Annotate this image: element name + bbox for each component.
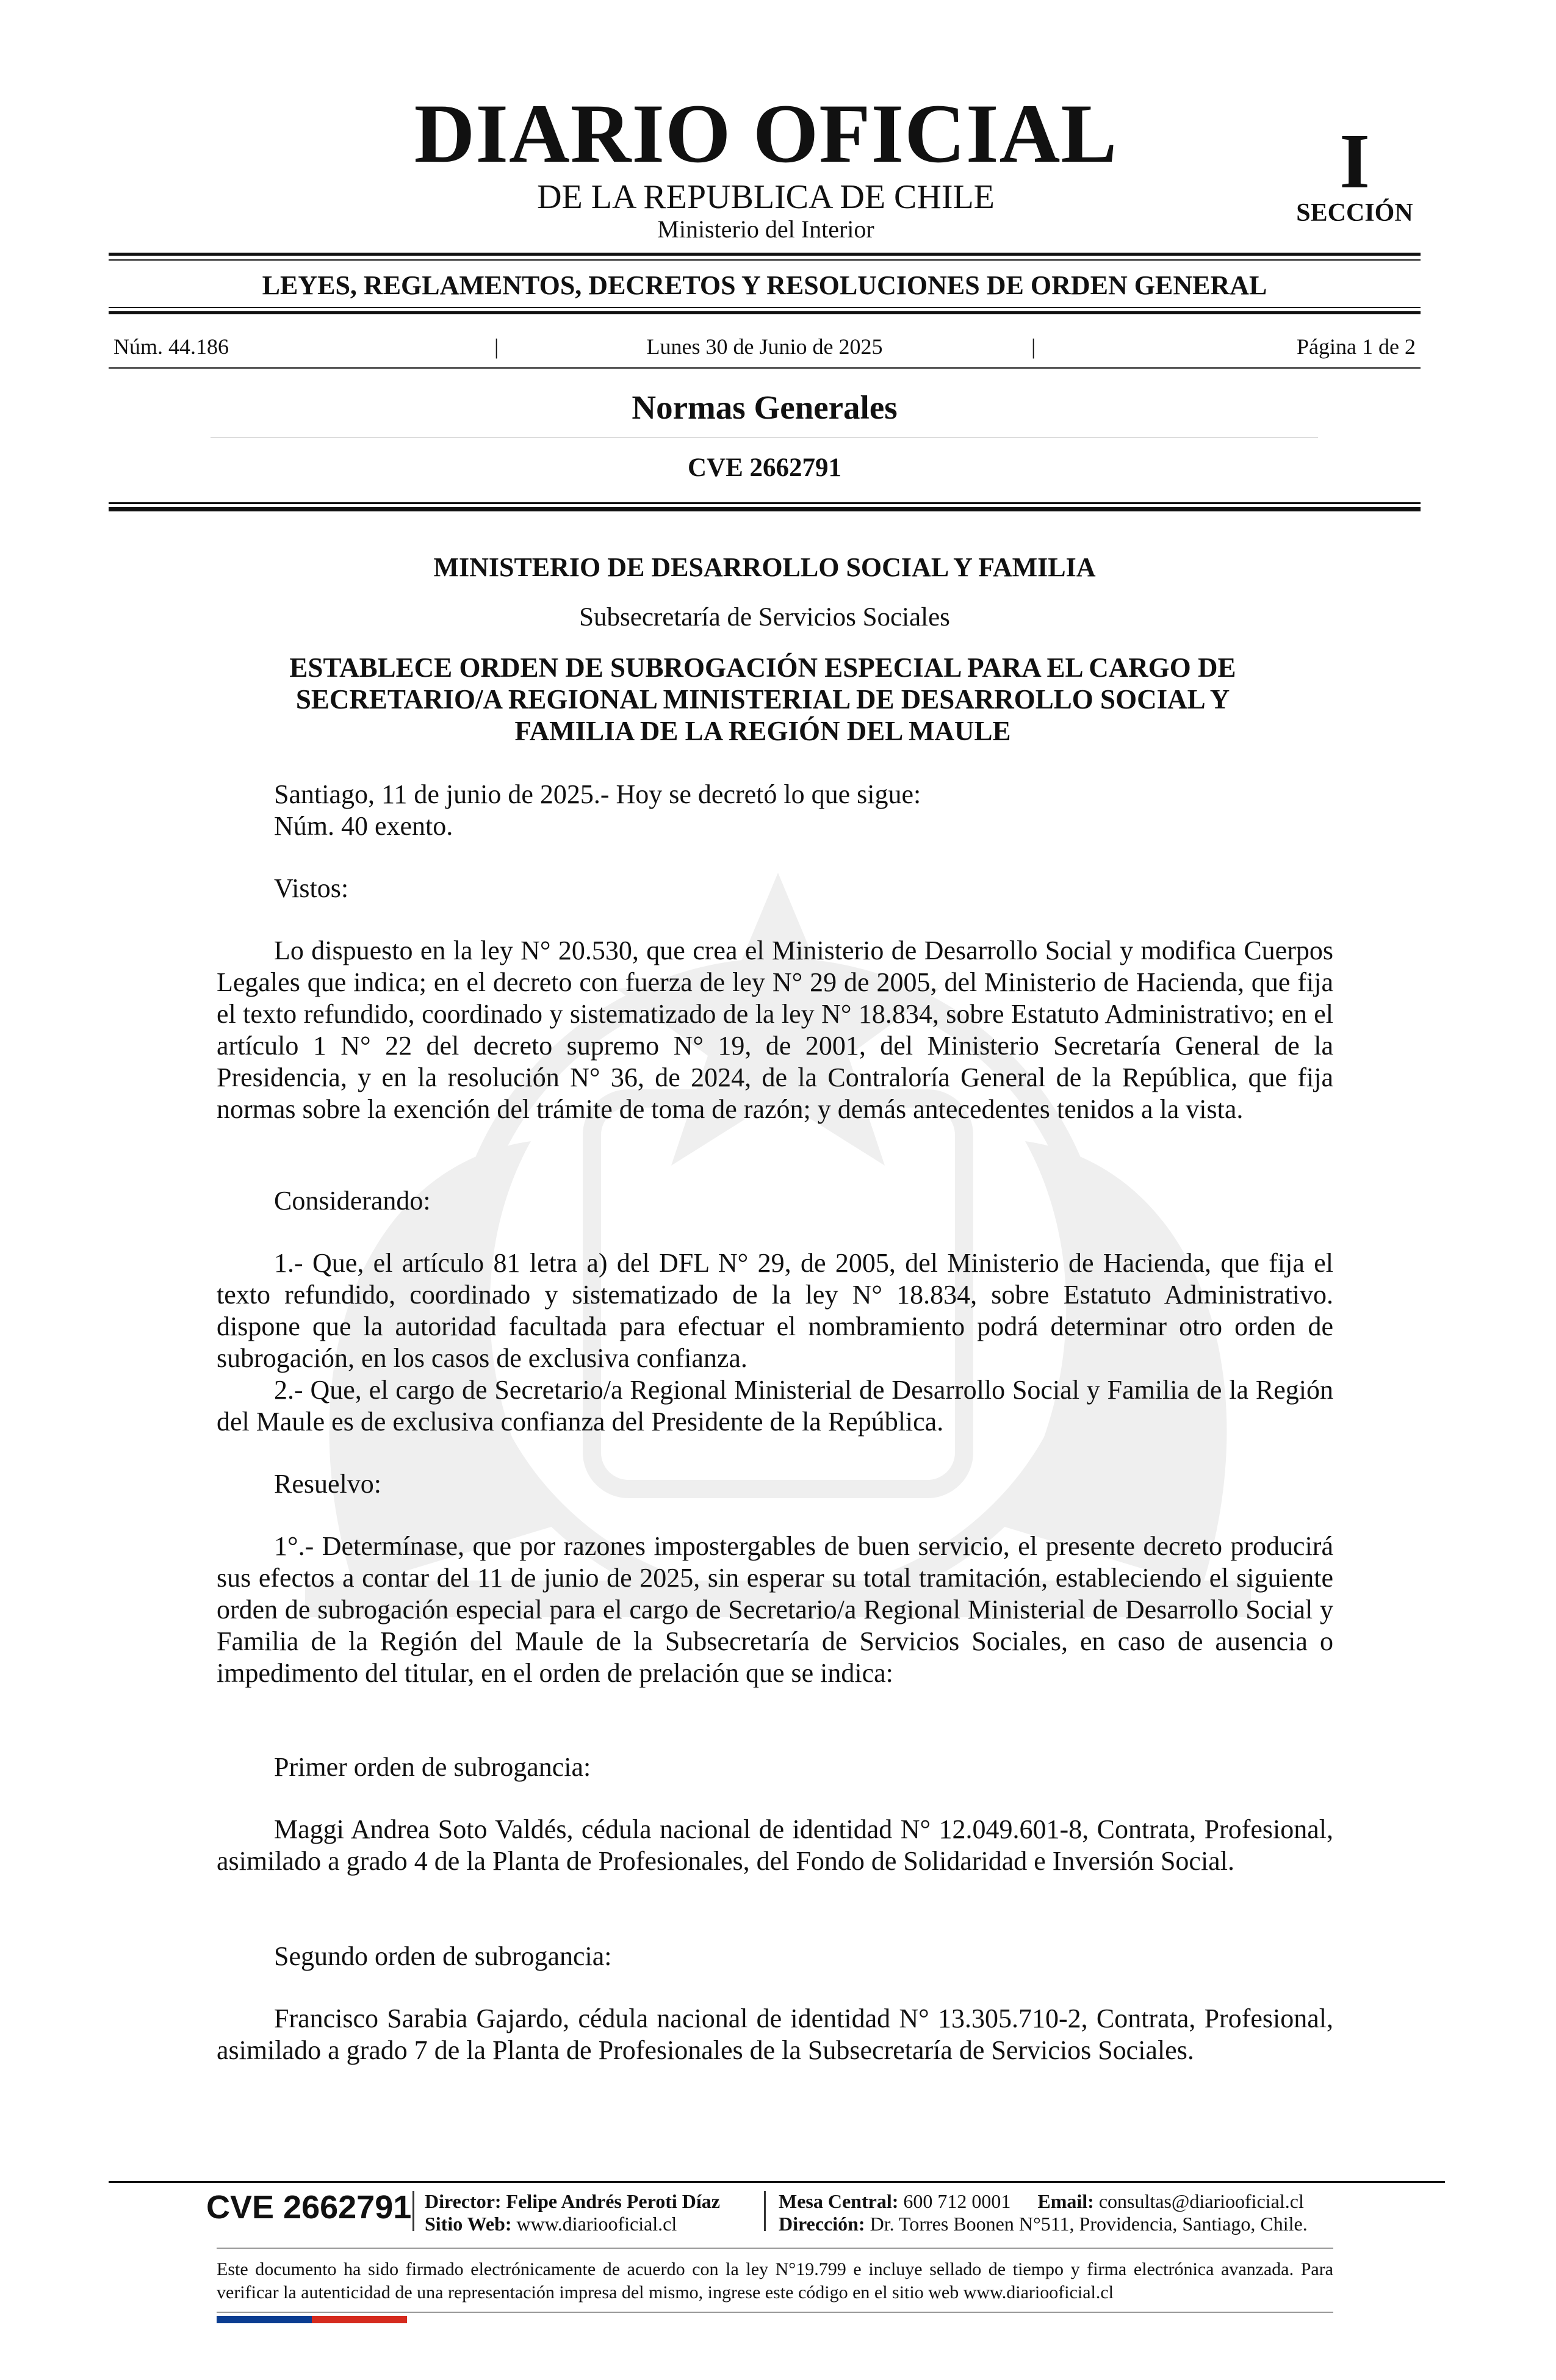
- footer-director: [425, 2190, 720, 2213]
- footer-contact: [779, 2190, 1304, 2213]
- footer-cve-code: CVE 2662791: [206, 2189, 412, 2226]
- category-rule-thick: [109, 311, 1421, 314]
- footer-separator: [412, 2191, 414, 2231]
- footer-address: [779, 2212, 1308, 2235]
- director-label: Director:: [425, 2190, 502, 2212]
- address-text: Dr. Torres Boonen N°511, Providencia, Santiago, Chile.: [870, 2213, 1308, 2235]
- resuelvo-paragraph-1: 1°.- Determínase, que por razones impostergables de buen servicio, el presente decreto producirá sus efectos a contar del 11 de junio de 2025, sin esperar su total tramitación, estableciendo el siguiente orden de subrogación especial para el cargo de Secretario/a Regional Ministerial de Desarrollo Social y Familia de la Región del Maule de la Subsecretaría de Servicios Sociales, en caso de ausencia o impedimento del titular, en el orden de prelación que se indica:: [217, 1531, 1333, 1688]
- meta-rule: [109, 367, 1421, 369]
- flag-color-strip: [217, 2316, 407, 2323]
- category-rule-thin: [109, 307, 1421, 308]
- mesa-label: Mesa Central:: [779, 2190, 899, 2212]
- section-title: Normas Generales: [632, 389, 898, 426]
- considerando-paragraph-2: 2.- Que, el cargo de Secretario/a Regional Ministerial de Desarrollo Social y Familia de la Región del Maule es de exclusiva confianza del Presidente de la República.: [217, 1375, 1333, 1437]
- decree-number: Núm. 40 exento.: [274, 811, 453, 841]
- website-link[interactable]: www.diariooficial.cl: [516, 2213, 677, 2235]
- primer-orden-heading: Primer orden de subrogancia:: [274, 1752, 591, 1782]
- footer-website: [425, 2212, 677, 2235]
- footer-rule: [109, 2181, 1445, 2183]
- flag-blue-bar: [217, 2316, 312, 2323]
- website-label: Sitio Web:: [425, 2213, 512, 2235]
- footer-divider: [217, 2312, 1333, 2313]
- header-rule-thick: [109, 253, 1421, 256]
- header-rule-thin: [109, 259, 1421, 261]
- footer-divider: [217, 2248, 1333, 2249]
- masthead-title: DIARIO OFICIAL: [414, 87, 1118, 180]
- section-number: I: [1339, 118, 1370, 204]
- cve-rule-thick: [109, 507, 1421, 511]
- meta-separator: |: [1031, 334, 1036, 359]
- footer-separator: [764, 2191, 766, 2231]
- segundo-orden-heading: Segundo orden de subrogancia:: [274, 1941, 612, 1971]
- primer-orden-paragraph: Maggi Andrea Soto Valdés, cédula nacional de identidad N° 12.049.601-8, Contrata, Profesional, asimilado a grado 4 de la Planta de Profesionales, del Fondo de Solidaridad e Inversión Social.: [217, 1814, 1333, 1876]
- vistos-paragraph: Lo dispuesto en la ley N° 20.530, que crea el Ministerio de Desarrollo Social y modifica Cuerpos Legales que indica; en el decreto con fuerza de ley N° 29 de 2005, del Ministerio de Hacienda, que fija el texto refundido, coordinado y sistematizado de la ley N° 18.834, sobre Estatuto Administrativo; en el artículo 1 N° 22 del decreto supremo N° 19, de 2001, del Ministerio Secretaría General de la Presidencia, y en la resolución N° 36, de 2024, de la Contraloría General de la República, que fija normas sobre la exención del trámite de toma de razón; y demás antecedentes tenidos a la vista.: [217, 936, 1333, 1124]
- cve-code: CVE 2662791: [687, 453, 842, 482]
- flag-red-bar: [312, 2316, 407, 2323]
- director-name: Felipe Andrés Peroti Díaz: [506, 2190, 720, 2212]
- subsecretaria-heading: Subsecretaría de Servicios Sociales: [579, 603, 950, 632]
- issue-date: Lunes 30 de Junio de 2025: [646, 334, 883, 359]
- issue-number: Núm. 44.186: [113, 334, 229, 359]
- section-label: SECCIÓN: [1296, 199, 1413, 227]
- publication-category: LEYES, REGLAMENTOS, DECRETOS Y RESOLUCIONES DE ORDEN GENERAL: [262, 270, 1267, 300]
- section-title-divider: [211, 437, 1318, 438]
- cve-rule-thin: [109, 502, 1421, 504]
- masthead-ministry: Ministerio del Interior: [657, 215, 874, 243]
- email-label: Email:: [1037, 2190, 1094, 2212]
- masthead-subtitle: DE LA REPUBLICA DE CHILE: [537, 178, 995, 216]
- email-link[interactable]: consultas@diariooficial.cl: [1098, 2190, 1304, 2212]
- legal-notice: Este documento ha sido firmado electrónicamente de acuerdo con la ley N°19.799 e incluye sellado de tiempo y firma electrónica avanzada. Para verificar la autenticidad de una representación impresa del mismo, ingrese este código en el sitio web www.diariooficial.cl: [217, 2259, 1333, 2302]
- vistos-heading: Vistos:: [274, 873, 349, 903]
- resuelvo-heading: Resuelvo:: [274, 1469, 381, 1499]
- mesa-phone: 600 712 0001: [903, 2190, 1011, 2212]
- considerando-heading: Considerando:: [274, 1186, 431, 1216]
- meta-separator: |: [494, 334, 499, 359]
- ministry-heading: MINISTERIO DE DESARROLLO SOCIAL Y FAMILIA: [433, 552, 1096, 582]
- address-label: Dirección:: [779, 2213, 865, 2235]
- considerando-paragraph-1: 1.- Que, el artículo 81 letra a) del DFL N° 29, de 2005, del Ministerio de Hacienda, que fija el texto refundido, coordinado y sistematizado de la ley N° 18.834, sobre Estatuto Administrativo. dispone que la autoridad facultada para efectuar el nombramiento podrá determinar otro orden de subrogación, en los casos de exclusiva confianza.: [217, 1248, 1333, 1373]
- page-indicator: Página 1 de 2: [1297, 334, 1416, 359]
- opening-line: Santiago, 11 de junio de 2025.- Hoy se decretó lo que sigue:: [274, 779, 921, 809]
- decree-title: ESTABLECE ORDEN DE SUBROGACIÓN ESPECIAL PARA EL CARGO DE SECRETARIO/A REGIONAL MINISTERIAL DE DESARROLLO SOCIAL Y FAMILIA DE LA REGIÓN DEL MAULE: [289, 652, 1236, 746]
- issue-meta-row: [109, 334, 1421, 359]
- segundo-orden-paragraph: Francisco Sarabia Gajardo, cédula nacional de identidad N° 13.305.710-2, Contrata, Profesional, asimilado a grado 7 de la Planta de Profesionales de la Subsecretaría de Servicios Sociales.: [217, 2003, 1333, 2065]
